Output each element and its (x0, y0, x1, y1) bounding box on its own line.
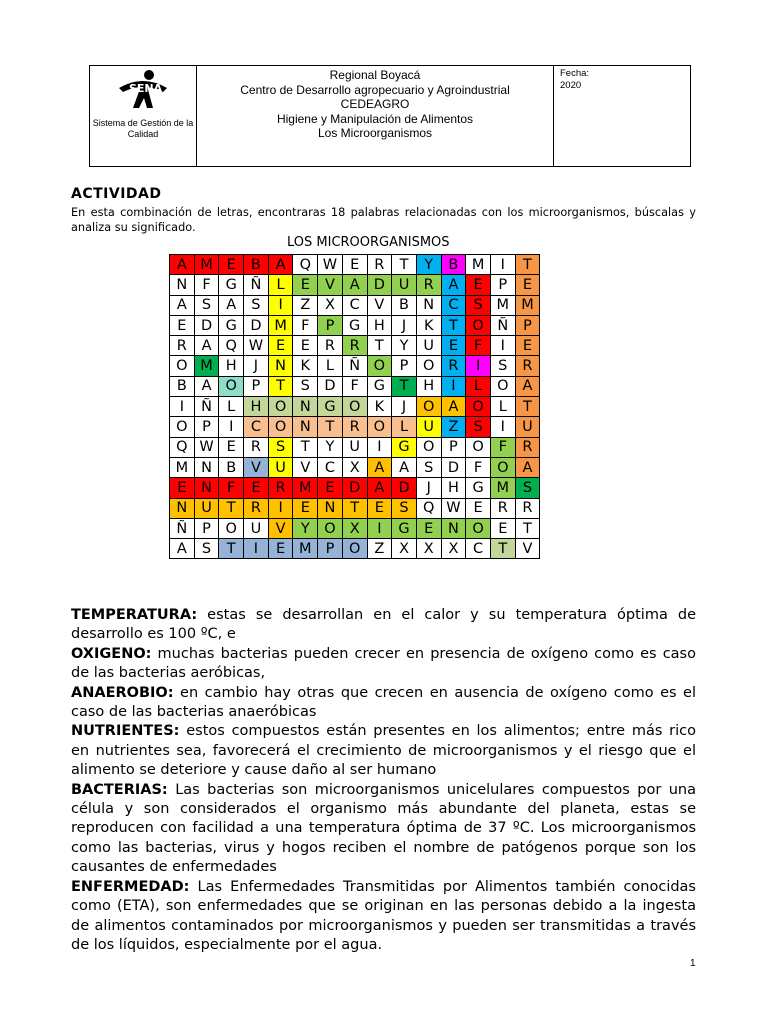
grid-cell: X (392, 539, 417, 559)
grid-cell: G (367, 376, 392, 396)
grid-cell: X (342, 457, 367, 477)
grid-cell: F (219, 478, 244, 498)
grid-cell: F (466, 457, 491, 477)
grid-cell: O (416, 397, 441, 417)
grid-cell: T (490, 539, 515, 559)
grid-row (170, 539, 540, 559)
grid-cell: T (219, 498, 244, 518)
grid-cell: O (219, 518, 244, 538)
grid-cell: Ñ (490, 315, 515, 335)
grid-cell: M (515, 295, 540, 315)
grid-cell: E (466, 498, 491, 518)
grid-cell: J (392, 397, 417, 417)
grid-cell: C (342, 295, 367, 315)
grid-row (170, 275, 540, 295)
grid-cell: F (194, 275, 219, 295)
grid-cell: T (515, 518, 540, 538)
grid-cell: N (268, 356, 293, 376)
grid-cell: O (367, 356, 392, 376)
grid-cell: G (466, 478, 491, 498)
grid-cell: R (416, 275, 441, 295)
grid-cell: J (416, 478, 441, 498)
grid-cell: P (318, 315, 343, 335)
grid-cell: M (194, 255, 219, 275)
grid-cell: Ñ (194, 397, 219, 417)
grid-cell: N (441, 518, 466, 538)
grid-cell: U (244, 518, 269, 538)
grid-cell: F (490, 437, 515, 457)
grid-cell: U (194, 498, 219, 518)
grid-cell: T (441, 315, 466, 335)
grid-cell: N (194, 457, 219, 477)
grid-cell: L (219, 397, 244, 417)
sena-logo (90, 68, 196, 112)
date-value: 2020 (560, 80, 582, 91)
grid-cell: Q (170, 437, 195, 457)
header-title-line: Los Microorganismos (317, 126, 433, 140)
grid-cell: A (515, 457, 540, 477)
grid-cell: A (170, 255, 195, 275)
grid-cell: N (170, 498, 195, 518)
grid-cell: H (244, 397, 269, 417)
grid-cell: A (515, 376, 540, 396)
grid-cell: L (466, 376, 491, 396)
grid-cell: I (490, 417, 515, 437)
grid-cell: R (515, 437, 540, 457)
grid-cell: V (515, 539, 540, 559)
grid-cell: B (392, 295, 417, 315)
grid-cell: P (194, 518, 219, 538)
grid-cell: K (416, 315, 441, 335)
grid-cell: O (490, 376, 515, 396)
grid-cell: E (170, 478, 195, 498)
sena-logo-icon (113, 68, 173, 112)
grid-cell: G (392, 518, 417, 538)
grid-cell: B (219, 457, 244, 477)
grid-cell: D (367, 275, 392, 295)
grid-row (170, 478, 540, 498)
grid-cell: D (244, 315, 269, 335)
grid-cell: R (367, 255, 392, 275)
grid-cell: S (466, 417, 491, 437)
grid-cell: D (318, 376, 343, 396)
grid-cell: T (392, 255, 417, 275)
grid-cell: D (392, 478, 417, 498)
grid-cell: G (219, 275, 244, 295)
header-title-line: Centro de Desarrollo agropecuario y Agroindustrial (240, 82, 510, 97)
grid-cell: V (293, 457, 318, 477)
grid-cell: C (466, 539, 491, 559)
grid-cell: R (318, 336, 343, 356)
grid-cell: I (219, 417, 244, 437)
grid-cell: R (244, 498, 269, 518)
date-label: Fecha: (560, 68, 590, 79)
grid-cell: Z (367, 539, 392, 559)
grid-cell: I (466, 356, 491, 376)
grid-cell: D (342, 478, 367, 498)
grid-cell: B (244, 255, 269, 275)
grid-cell: H (219, 356, 244, 376)
activity-instructions: En esta combinación de letras, encontraras 18 palabras relacionadas con los microorganismos, búscalas y analiza su significado. (71, 206, 696, 234)
grid-cell: E (515, 336, 540, 356)
grid-cell: X (416, 539, 441, 559)
header-title (197, 66, 554, 167)
grid-cell: X (342, 518, 367, 538)
grid-cell: T (318, 417, 343, 437)
grid-cell: T (515, 255, 540, 275)
grid-cell: S (194, 295, 219, 315)
grid-cell: O (466, 518, 491, 538)
grid-cell: A (170, 539, 195, 559)
grid-cell: F (293, 315, 318, 335)
definition-paragraph (71, 645, 696, 684)
grid-cell: I (244, 539, 269, 559)
grid-cell: T (219, 539, 244, 559)
grid-cell: T (293, 437, 318, 457)
grid-cell: U (416, 336, 441, 356)
header-title-line: Regional Boyacá (329, 68, 421, 82)
grid-cell: O (170, 356, 195, 376)
grid-cell: V (318, 275, 343, 295)
grid-cell: P (194, 417, 219, 437)
grid-cell: Q (219, 336, 244, 356)
grid-cell: U (515, 417, 540, 437)
grid-cell: G (219, 315, 244, 335)
grid-cell: S (466, 295, 491, 315)
grid-cell: M (170, 457, 195, 477)
grid-cell: V (268, 518, 293, 538)
definition-text: en cambio hay otras que crecen en ausencia de oxígeno como es el caso de las bacterias anaeróbicas (71, 684, 696, 721)
grid-row (170, 295, 540, 315)
grid-cell: Z (441, 417, 466, 437)
grid-cell: E (268, 539, 293, 559)
logo-cell (90, 66, 197, 167)
grid-cell: O (466, 315, 491, 335)
grid-cell: N (293, 417, 318, 437)
grid-cell: H (441, 478, 466, 498)
definition-paragraph (71, 878, 696, 956)
grid-cell: I (268, 295, 293, 315)
grid-cell: L (268, 275, 293, 295)
grid-cell: E (170, 315, 195, 335)
grid-cell: R (268, 478, 293, 498)
word-search-title: LOS MICROORGANISMOS (287, 235, 450, 250)
grid-cell: T (392, 376, 417, 396)
grid-cell: M (466, 255, 491, 275)
grid-cell: C (244, 417, 269, 437)
definition-text: estos compuestos están presentes en los alimentos; entre más rico en nutrientes sea, favorecerá el crecimiento de microorganismos y el riesgo que el alimento se deteriore y cause daño al ser humano (71, 723, 696, 779)
grid-cell: E (342, 255, 367, 275)
grid-cell: P (244, 376, 269, 396)
grid-cell: Y (293, 518, 318, 538)
grid-cell: G (392, 437, 417, 457)
grid-cell: E (466, 275, 491, 295)
grid-cell: X (318, 295, 343, 315)
grid-cell: Y (318, 437, 343, 457)
grid-cell: Ñ (342, 356, 367, 376)
grid-cell: O (318, 518, 343, 538)
grid-row (170, 518, 540, 538)
grid-cell: C (441, 295, 466, 315)
grid-cell: W (441, 498, 466, 518)
definition-paragraph (71, 781, 696, 878)
grid-cell: V (367, 295, 392, 315)
grid-cell: N (194, 478, 219, 498)
grid-cell: O (466, 397, 491, 417)
grid-cell: E (293, 336, 318, 356)
grid-cell: A (194, 376, 219, 396)
grid-cell: I (367, 437, 392, 457)
grid-cell: R (342, 417, 367, 437)
grid-cell: A (367, 478, 392, 498)
grid-cell: L (392, 417, 417, 437)
grid-cell: O (170, 417, 195, 437)
grid-cell: M (293, 478, 318, 498)
grid-cell: P (490, 275, 515, 295)
grid-cell: N (170, 275, 195, 295)
grid-cell: A (194, 336, 219, 356)
grid-cell: W (318, 255, 343, 275)
header-title-line: Higiene y Manipulación de Alimentos (276, 111, 474, 126)
grid-cell: E (515, 275, 540, 295)
grid-cell: A (392, 457, 417, 477)
grid-cell: E (490, 518, 515, 538)
grid-cell: S (244, 295, 269, 315)
grid-cell: I (170, 397, 195, 417)
grid-cell: I (490, 255, 515, 275)
activity-title: ACTIVIDAD (71, 186, 162, 202)
grid-cell: Y (416, 255, 441, 275)
grid-cell: G (342, 315, 367, 335)
grid-cell: E (219, 255, 244, 275)
grid-cell: T (342, 498, 367, 518)
grid-cell: A (219, 295, 244, 315)
grid-cell: E (293, 498, 318, 518)
grid-cell: E (268, 336, 293, 356)
grid-cell: O (490, 457, 515, 477)
definition-term: BACTERIAS: (71, 781, 168, 798)
grid-cell: O (367, 417, 392, 437)
grid-cell: E (244, 478, 269, 498)
grid-cell: A (170, 295, 195, 315)
grid-cell: P (515, 315, 540, 335)
grid-cell: U (342, 437, 367, 457)
grid-row (170, 376, 540, 396)
grid-row (170, 437, 540, 457)
grid-cell: L (490, 397, 515, 417)
definition-text: Las bacterias son microorganismos unicelulares compuestos por una célula y son considerados el organismo más abundante del planeta, estas se reproducen con facilidad a una temperatura óptima de 37 ºC. Los microorganismos como las bacterias, virus y hogos reciben el nombre de patógenos porque son los causantes de enfermedades (71, 781, 696, 876)
quality-system-label: Sistema de Gestión de la Calidad (92, 118, 194, 139)
header-title-line: CEDEAGRO (340, 97, 410, 111)
grid-cell: K (367, 397, 392, 417)
grid-cell: M (490, 295, 515, 315)
grid-cell: R (515, 498, 540, 518)
definitions (71, 606, 696, 955)
grid-cell: U (268, 457, 293, 477)
grid-cell: O (268, 417, 293, 437)
grid-cell: R (441, 356, 466, 376)
grid-cell: Ñ (244, 275, 269, 295)
grid-cell: R (490, 498, 515, 518)
grid-cell: C (318, 457, 343, 477)
grid-cell: L (318, 356, 343, 376)
grid-cell: S (392, 498, 417, 518)
definition-paragraph (71, 606, 696, 645)
grid-cell: M (268, 315, 293, 335)
grid-cell: B (441, 255, 466, 275)
grid-cell: O (268, 397, 293, 417)
grid-cell: A (441, 275, 466, 295)
definition-text: muchas bacterias pueden crecer en presencia de oxígeno como es caso de las bacterias aeróbicas, (71, 645, 696, 682)
grid-cell: R (342, 336, 367, 356)
grid-cell: J (392, 315, 417, 335)
grid-cell: A (342, 275, 367, 295)
grid-cell: T (367, 336, 392, 356)
grid-cell: W (194, 437, 219, 457)
grid-cell: E (219, 437, 244, 457)
grid-row (170, 315, 540, 335)
grid-cell: R (515, 356, 540, 376)
grid-cell: Q (293, 255, 318, 275)
grid-cell: S (268, 437, 293, 457)
grid-cell: P (392, 356, 417, 376)
grid-cell: I (441, 376, 466, 396)
grid-cell: Y (392, 336, 417, 356)
grid-cell: I (268, 498, 293, 518)
grid-cell: J (244, 356, 269, 376)
grid-cell: U (392, 275, 417, 295)
grid-cell: E (293, 275, 318, 295)
definition-paragraph (71, 684, 696, 723)
definition-term: TEMPERATURA: (71, 607, 198, 623)
grid-cell: O (219, 376, 244, 396)
page-number: 1 (690, 958, 696, 969)
grid-cell: R (244, 437, 269, 457)
grid-cell: P (441, 437, 466, 457)
grid-cell: N (318, 498, 343, 518)
grid-cell: H (416, 376, 441, 396)
grid-cell: S (416, 457, 441, 477)
grid-cell: Q (416, 498, 441, 518)
grid-cell: D (194, 315, 219, 335)
grid-row (170, 457, 540, 477)
grid-row (170, 417, 540, 437)
grid-cell: K (293, 356, 318, 376)
definition-text: Las Enfermedades Transmitidas por Alimentos también conocidas como (ETA), son enfermedades que se originan en las personas debido a la ingesta de alimentos contaminados por microorganismos y pueden ser transmitidas a través de los líquidos, especialmente por el agua. (71, 878, 696, 953)
definition-text: estas se desarrollan en el calor y su temperatura óptima de desarrollo es 100 ºC, e (71, 607, 696, 643)
grid-cell: M (490, 478, 515, 498)
grid-cell: S (293, 376, 318, 396)
grid-cell: I (367, 518, 392, 538)
definition-term: NUTRIENTES: (71, 723, 180, 740)
grid-cell: X (441, 539, 466, 559)
grid-cell: U (416, 417, 441, 437)
grid-cell: R (170, 336, 195, 356)
grid-cell: F (342, 376, 367, 396)
grid-cell: N (293, 397, 318, 417)
grid-cell: A (268, 255, 293, 275)
grid-cell: S (515, 478, 540, 498)
grid-cell: M (293, 539, 318, 559)
grid-cell: I (490, 336, 515, 356)
grid-cell: S (194, 539, 219, 559)
grid-cell: G (318, 397, 343, 417)
grid-cell: F (466, 336, 491, 356)
grid-cell: Ñ (170, 518, 195, 538)
grid-cell: T (515, 397, 540, 417)
grid-row (170, 255, 540, 275)
grid-cell: O (466, 437, 491, 457)
grid-cell: M (194, 356, 219, 376)
grid-cell: S (490, 356, 515, 376)
grid-cell: W (244, 336, 269, 356)
definition-term: ANAEROBIO: (71, 684, 174, 701)
grid-cell: D (441, 457, 466, 477)
grid-cell: N (416, 295, 441, 315)
definition-term: OXIGENO: (71, 645, 152, 662)
grid-cell: O (416, 437, 441, 457)
grid-cell: O (342, 397, 367, 417)
grid-cell: E (441, 336, 466, 356)
grid-row (170, 397, 540, 417)
grid-cell: A (367, 457, 392, 477)
grid-row (170, 336, 540, 356)
grid-cell: P (318, 539, 343, 559)
grid-cell: E (367, 498, 392, 518)
definition-paragraph (71, 722, 696, 780)
date-cell (554, 66, 691, 167)
grid-cell: Z (293, 295, 318, 315)
grid-cell: E (416, 518, 441, 538)
logo-text: SENA (129, 82, 163, 95)
grid-cell: B (170, 376, 195, 396)
grid-cell: E (318, 478, 343, 498)
grid-cell: T (268, 376, 293, 396)
document-header (89, 65, 691, 167)
grid-cell: O (342, 539, 367, 559)
word-search-grid (169, 254, 540, 559)
grid-row (170, 498, 540, 518)
grid-row (170, 356, 540, 376)
grid-cell: A (441, 397, 466, 417)
grid-cell: H (367, 315, 392, 335)
definition-term: ENFERMEDAD: (71, 878, 190, 895)
grid-cell: O (416, 356, 441, 376)
grid-cell: V (244, 457, 269, 477)
